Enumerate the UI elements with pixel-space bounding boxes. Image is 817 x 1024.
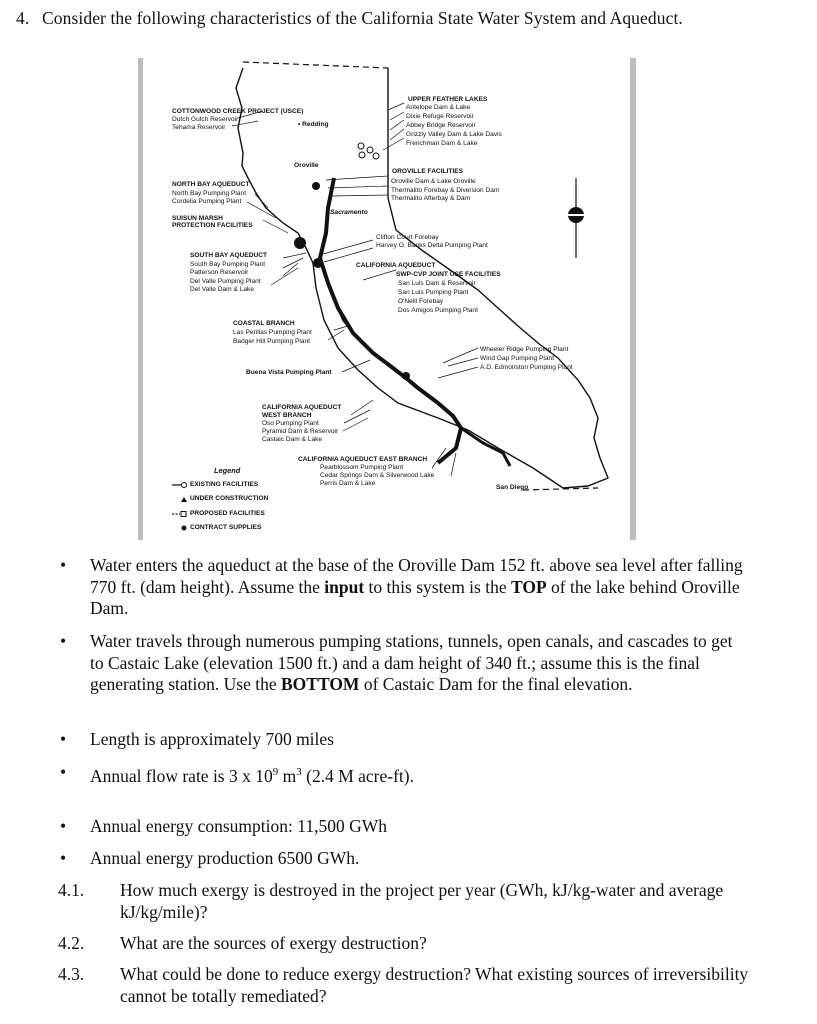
calif-aqueduct-item: San Luis Pumping Plant bbox=[398, 289, 469, 296]
east-branch-item: Cedar Springs Dam & Silverwood Lake bbox=[320, 472, 435, 479]
wheeler-item: Wind Gap Pumping Plant bbox=[480, 355, 555, 362]
bullet-text: Water enters the aqueduct at the base of the Oroville Dam 152 ft. above sea level after falling 770 ft. (dam height). Assume the input to this system is the TOP of the lake behind Oroville Dam. bbox=[90, 555, 743, 618]
bullet-icon: • bbox=[60, 848, 67, 868]
oroville-label: Oroville bbox=[294, 162, 319, 169]
question-heading bbox=[16, 8, 683, 29]
san-diego-label: San Diego bbox=[496, 484, 529, 491]
bullet-text: Annual energy consumption: 11,500 GWh bbox=[90, 816, 387, 836]
upper-feather-title: UPPER FEATHER LAKES bbox=[408, 96, 488, 103]
west-branch-title-1: CALIFORNIA AQUEDUCT bbox=[262, 404, 342, 411]
edmonston-blob bbox=[402, 372, 410, 380]
bullet-icon: • bbox=[60, 729, 67, 749]
south-bay-item: South Bay Pumping Plant bbox=[190, 261, 266, 268]
clifton-item: Harvey O. Banks Delta Pumping Plant bbox=[376, 242, 488, 249]
south-bay-title: SOUTH BAY AQUEDUCT bbox=[190, 252, 268, 259]
subquestion-number: 4.2. bbox=[58, 933, 85, 953]
west-branch-item: Castaic Dam & Lake bbox=[262, 436, 323, 443]
coastal-title: COASTAL BRANCH bbox=[233, 320, 295, 327]
bullet-text: Annual flow rate is 3 x $10^9$ $m^3$ (2.4 M acre-ft). bbox=[90, 765, 414, 786]
north-bay-item: Cordelia Pumping Plant bbox=[172, 198, 242, 205]
legend-item: CONTRACT SUPPLIES bbox=[190, 524, 262, 531]
west-branch-item: Oso Pumping Plant bbox=[262, 420, 319, 427]
calif-aqueduct-item: San Luis Dam & Reservoir bbox=[398, 280, 476, 287]
left-border-bar bbox=[138, 58, 143, 540]
upper-feather-item: Abbey Bridge Reservoir bbox=[406, 122, 476, 129]
oroville-facilities-item: Thermalito Afterbay & Dam bbox=[391, 195, 471, 202]
cottonwood-title: COTTONWOOD CREEK PROJECT (USCE) bbox=[172, 108, 304, 115]
question-number: 4. bbox=[16, 8, 30, 28]
suisun-label-2: PROTECTION FACILITIES bbox=[172, 222, 253, 229]
aqueduct-map bbox=[138, 58, 640, 540]
north-arrow-icon bbox=[568, 178, 584, 258]
legend-item: EXISTING FACILITIES bbox=[190, 481, 259, 488]
wheeler-item: Wheeler Ridge Pumping Plant bbox=[480, 346, 569, 353]
oroville-facilities-item: Thermalito Forebay & Diversion Dam bbox=[391, 187, 500, 194]
wheeler-item: A.D. Edmonston Pumping Plant bbox=[480, 364, 573, 371]
bullet-icon: • bbox=[60, 816, 67, 836]
coastal-item: Las Perillas Pumping Plant bbox=[233, 329, 312, 336]
subquestion-text: What are the sources of exergy destruction? bbox=[120, 933, 427, 953]
legend-item: PROPOSED FACILITIES bbox=[190, 510, 265, 517]
south-bay-item: Del Valle Pumping Plant bbox=[190, 278, 261, 285]
calif-aqueduct-title: CALIFORNIA AQUEDUCT bbox=[356, 262, 436, 269]
subquestion-number: 4.3. bbox=[58, 964, 85, 984]
cottonwood-item: Tehama Reservoir bbox=[172, 124, 226, 131]
clifton-blob bbox=[313, 258, 323, 268]
north-bay-title: NORTH BAY AQUEDUCT bbox=[172, 181, 250, 188]
south-border bbox=[523, 488, 598, 490]
calif-aqueduct-subtitle: SWP-CVP JOINT USE FACILITIES bbox=[396, 271, 501, 278]
bullet-text: Length is approximately 700 miles bbox=[90, 729, 334, 749]
north-bay-item: North Bay Pumping Plant bbox=[172, 190, 247, 197]
west-branch-title-2: WEST BRANCH bbox=[262, 412, 312, 419]
redding-label: • Redding bbox=[298, 121, 329, 128]
legend-symbols bbox=[172, 483, 187, 531]
oroville-blob bbox=[312, 182, 320, 190]
coastal-item: Badger Hill Pumping Plant bbox=[233, 338, 310, 345]
south-bay-item: Patterson Reservoir bbox=[190, 269, 249, 276]
subquestion-number: 4.1. bbox=[58, 880, 85, 900]
buena-vista-label: Buena Vista Pumping Plant bbox=[246, 369, 332, 376]
oroville-facilities-title: OROVILLE FACILITIES bbox=[392, 168, 464, 175]
calif-aqueduct-item: Dos Amigos Pumping Plant bbox=[398, 307, 478, 314]
subquestion-text: How much exergy is destroyed in the project per year (GWh, kJ/kg-water and average kJ/kg/mile)? bbox=[120, 880, 724, 922]
east-branch-item: Pearblossom Pumping Plant bbox=[320, 464, 404, 471]
cottonwood-item: Dutch Gulch Reservoir bbox=[172, 116, 239, 123]
east-branch-title: CALIFORNIA AQUEDUCT EAST BRANCH bbox=[298, 456, 428, 463]
east-branch-line bbox=[461, 428, 510, 466]
calif-aqueduct-item: O'Neill Forebay bbox=[398, 298, 444, 305]
bullet-icon: • bbox=[60, 631, 67, 651]
suisun-label-1: SUISUN MARSH bbox=[172, 215, 223, 222]
upper-feather-symbols bbox=[358, 143, 379, 159]
upper-feather-item: Frenchman Dam & Lake bbox=[406, 140, 478, 147]
bullet-text: Water travels through numerous pumping stations, tunnels, open canals, and cascades to get to Castaic Lake (elevation 1500 ft.) and a dam height of 340 ft.; assume this is the final generating station. Use the BOTTOM of Castaic Dam for the final elevation. bbox=[90, 631, 733, 694]
upper-feather-item: Dixie Refuge Reservoir bbox=[406, 113, 474, 120]
clifton-item: Clifton Court Forebay bbox=[376, 234, 439, 241]
delta-blob bbox=[294, 237, 306, 249]
question-text: Consider the following characteristics of the California State Water System and Aqueduct. bbox=[42, 8, 683, 28]
oroville-facilities-item: Oroville Dam & Lake Oroville bbox=[391, 178, 476, 185]
bullet-icon: • bbox=[60, 762, 67, 782]
bullet-icon: • bbox=[60, 555, 67, 575]
right-border-bar bbox=[630, 58, 636, 540]
sacramento-label: Sacramento bbox=[330, 209, 368, 216]
upper-feather-item: Antelope Dam & Lake bbox=[406, 104, 471, 111]
west-branch-item: Pyramid Dam & Reservoir bbox=[262, 428, 339, 435]
legend-title: Legend bbox=[214, 466, 241, 475]
legend-item: UNDER CONSTRUCTION bbox=[190, 495, 269, 502]
east-branch-item: Perris Dam & Lake bbox=[320, 480, 376, 487]
north-border bbox=[243, 62, 388, 68]
south-bay-item: Del Valle Dam & Lake bbox=[190, 286, 255, 293]
subquestion-text: What could be done to reduce exergy destruction? What existing sources of irreversibility cannot be totally remediated? bbox=[120, 964, 749, 1006]
california-aqueduct-line bbox=[320, 178, 461, 463]
upper-feather-item: Grizzly Valley Dam & Lake Davis bbox=[406, 131, 502, 138]
bullet-text: Annual energy production 6500 GWh. bbox=[90, 848, 360, 868]
